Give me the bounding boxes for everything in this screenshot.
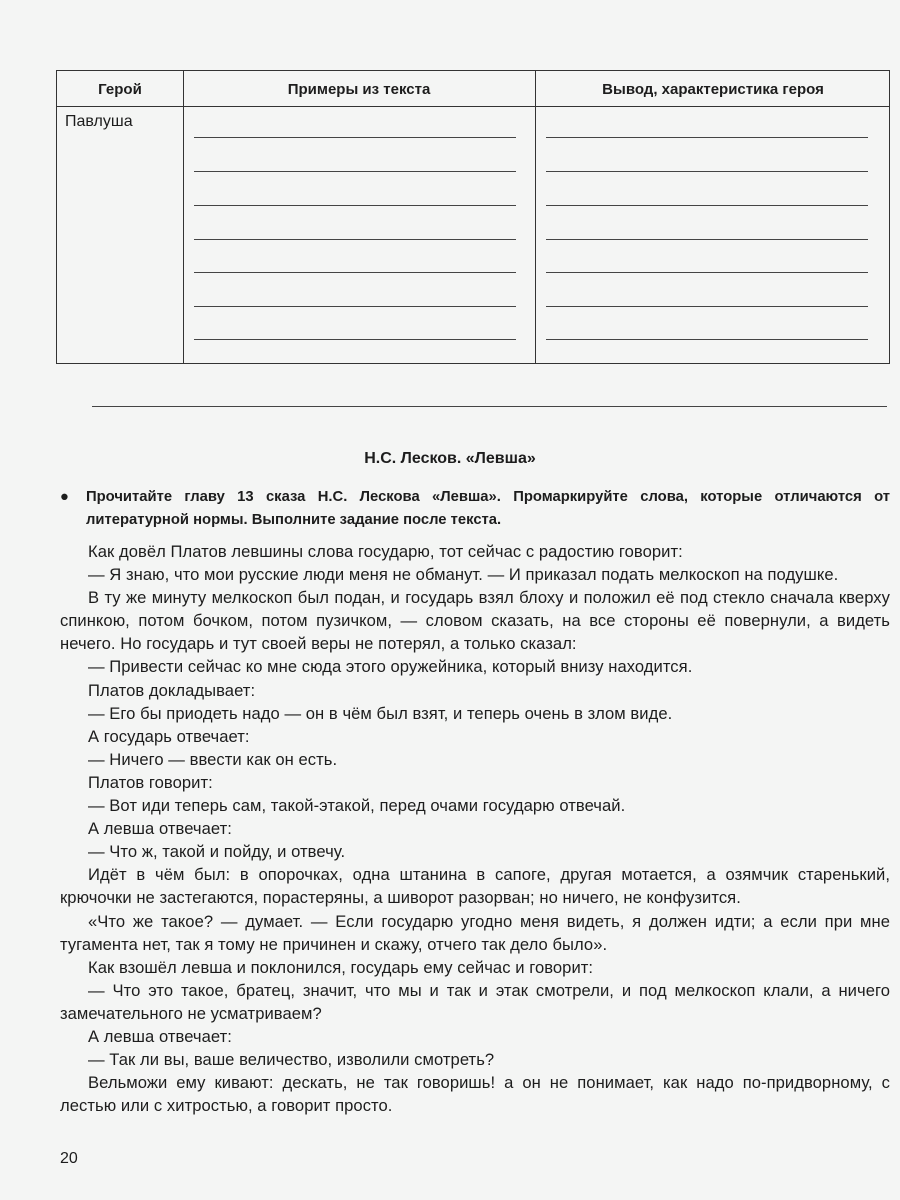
hero-name-cell: Павлуша [65, 113, 133, 130]
header-hero: Герой [98, 81, 142, 98]
answer-line[interactable] [194, 239, 516, 240]
answer-line[interactable] [546, 205, 868, 206]
paragraph: А левша отвечает: [88, 819, 232, 839]
paragraph: Вельможи ему кивают: дескать, не так говоришь! а он не понимает, как надо по-придворному, с лестью или с хитростью, а говорит просто. [60, 1073, 890, 1116]
answer-line[interactable] [546, 306, 868, 307]
paragraph: «Что же такое? — думает. — Если государю угодно меня видеть, я должен идти; а если при мне тугамента нет, так я тому не причинен и скажу, отчего так дело было». [60, 911, 890, 954]
answer-line[interactable] [546, 239, 868, 240]
answer-line[interactable] [546, 339, 868, 340]
paragraph: Как довёл Платов левшины слова государю, тот сейчас с радостию говорит: [88, 542, 683, 561]
paragraph: В ту же минуту мелкоскоп был подан, и государь взял блоху и положил её под стекло сначала кверху спинкою, потом бочком, потом пузичком, — словом сказать, на все стороны её повернули, а видеть нечего. Но государь и тут своей веры не потерял, а только сказал: [60, 588, 890, 654]
bullet-icon: ● [60, 489, 69, 505]
paragraph: Как взошёл левша и поклонился, государь ему сейчас и говорит: [88, 957, 594, 977]
paragraph: — Что это такое, братец, значит, что мы и так и этак смотрели, и под мелкоскоп клали, а ничего замечательного не усматриваем? [60, 980, 890, 1023]
paragraph: — Привести сейчас ко мне сюда этого оружейника, который внизу находится. [88, 657, 693, 677]
paragraph: А государь отвечает: [88, 726, 250, 746]
paragraph: Платов докладывает: [88, 680, 256, 700]
paragraph: Платов говорит: [88, 772, 213, 792]
paragraph: — Ничего — ввести как он есть. [88, 749, 338, 769]
paragraph: — Его бы приодеть надо — он в чём был взят, и теперь очень в злом виде. [88, 703, 673, 723]
answer-line[interactable] [546, 272, 868, 273]
paragraph: Идёт в чём был: в опорочках, одна штанина в сапоге, другая мотается, а озямчик старенький, крючочки не застегаются, порастеряны, а шиворот разорван; но ничего, не конфузится. [60, 865, 890, 908]
answer-line[interactable] [194, 306, 516, 307]
page-number: 20 [60, 1150, 78, 1167]
free-answer-line[interactable] [92, 406, 887, 407]
story-text [60, 540, 890, 1117]
answer-line[interactable] [194, 171, 516, 172]
answer-line[interactable] [194, 339, 516, 340]
section-title: Н.С. Лесков. «Левша» [364, 450, 536, 467]
answer-line[interactable] [194, 272, 516, 273]
answer-line[interactable] [194, 137, 516, 138]
paragraph: — Что ж, такой и пойду, и отвечу. [88, 842, 346, 862]
header-conclusion: Вывод, характеристика героя [602, 81, 824, 98]
task-instruction [60, 486, 890, 532]
header-examples: Примеры из текста [287, 81, 431, 98]
paragraph: А левша отвечает: [88, 1026, 232, 1046]
paragraph: — Так ли вы, ваше величество, изволили смотреть? [88, 1050, 495, 1070]
column-divider [183, 71, 184, 363]
column-divider [535, 71, 536, 363]
analysis-table [56, 70, 890, 364]
answer-line[interactable] [194, 205, 516, 206]
paragraph: — Вот иди теперь сам, такой-этакой, перед очами государю отвечай. [88, 796, 626, 816]
task-text: Прочитайте главу 13 сказа Н.С. Лескова «Левша». Промаркируйте слова, которые отличаются от литературной нормы. Выполните задание после текста. [86, 489, 890, 528]
answer-line[interactable] [546, 171, 868, 172]
answer-line[interactable] [546, 137, 868, 138]
paragraph: — Я знаю, что мои русские люди меня не обманут. — И приказал подать мелкоскоп на подушке. [88, 565, 839, 585]
